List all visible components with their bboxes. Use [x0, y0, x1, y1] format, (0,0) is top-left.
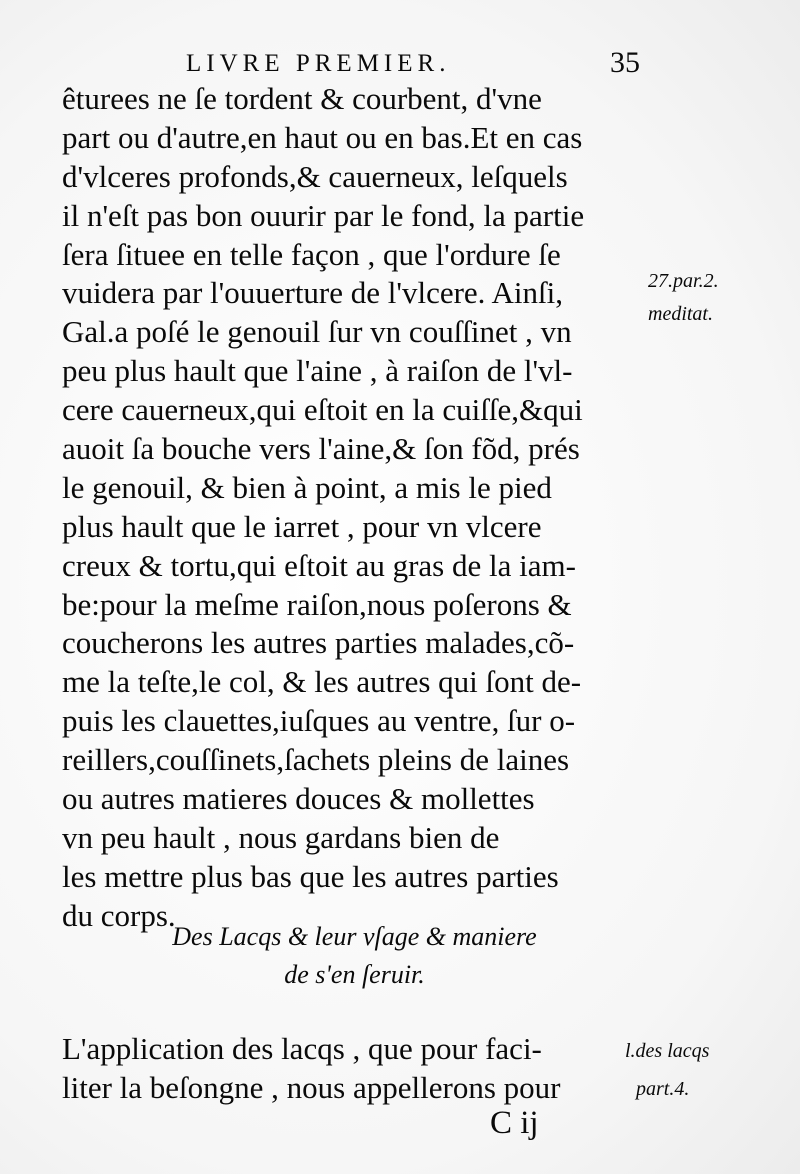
margin-note: l.des lacqs — [625, 1040, 710, 1062]
text-line: du corps. — [62, 897, 176, 933]
text-line: le genouil, & bien à point, a mis le pied — [62, 469, 552, 505]
running-title: LIVRE PREMIER. — [186, 50, 451, 77]
margin-note: part.4. — [636, 1078, 690, 1100]
page-number: 35 — [610, 46, 640, 79]
text-line: plus hault que le iarret , pour vn vlcere — [62, 508, 542, 544]
text-line: auoit ſa bouche vers l'aine,& ſon fõd, prés — [62, 431, 580, 467]
text-line: peu plus hault que l'aine , à raiſon de l'vl- — [62, 353, 573, 389]
section-heading — [62, 918, 647, 994]
text-line: vn peu hault , nous gardans bien de — [62, 819, 500, 855]
text-line: creux & tortu,qui eſtoit au gras de la iam- — [62, 547, 576, 583]
text-line: ſera ſituee en telle façon , que l'ordure ſe — [62, 236, 561, 272]
text-line: part ou d'autre,en haut ou en bas.Et en cas — [62, 119, 583, 155]
text-line: êturees ne ſe tordent & courbent, d'vne — [62, 81, 542, 116]
text-line: vuidera par l'ouuerture de l'vlcere. Ainſi, — [62, 275, 563, 311]
section-heading-line-1: Des Lacqs & leur vſage & maniere — [172, 922, 537, 951]
text-line: liter la beſongne , nous appellerons pour — [62, 1069, 561, 1105]
text-line: d'vlceres profonds,& cauerneux, leſquels — [62, 158, 568, 194]
text-line: il n'eſt pas bon ouurir par le fond, la partie — [62, 197, 585, 233]
text-line: Gal.a poſé le genouil ſur vn couſſinet , vn — [62, 314, 572, 350]
paragraph-1 — [62, 80, 647, 936]
text-line: les mettre plus bas que les autres parties — [62, 858, 559, 894]
section-heading-line-2: de s'en ſeruir. — [284, 960, 425, 989]
text-line: be:pour la meſme raiſon,nous poſerons & — [62, 586, 572, 622]
text-line: L'application des lacqs , que pour faci- — [62, 1031, 542, 1066]
text-line: reillers,couſſinets,ſachets pleins de laines — [62, 742, 570, 778]
text-line: ou autres matieres douces & mollettes — [62, 781, 535, 817]
margin-note: 27.par.2. — [648, 270, 719, 292]
margin-note: meditat. — [648, 303, 713, 325]
signature-mark: C ij — [490, 1105, 539, 1141]
text-line: coucherons les autres parties malades,cõ- — [62, 625, 575, 661]
paragraph-2 — [62, 1030, 647, 1108]
text-line: cere cauerneux,qui eſtoit en la cuiſſe,&qui — [62, 392, 583, 428]
text-line: me la teſte,le col, & les autres qui ſont de- — [62, 664, 582, 700]
page-header — [180, 46, 650, 82]
text-line: puis les clauettes,iuſques au ventre, ſur o- — [62, 703, 576, 739]
